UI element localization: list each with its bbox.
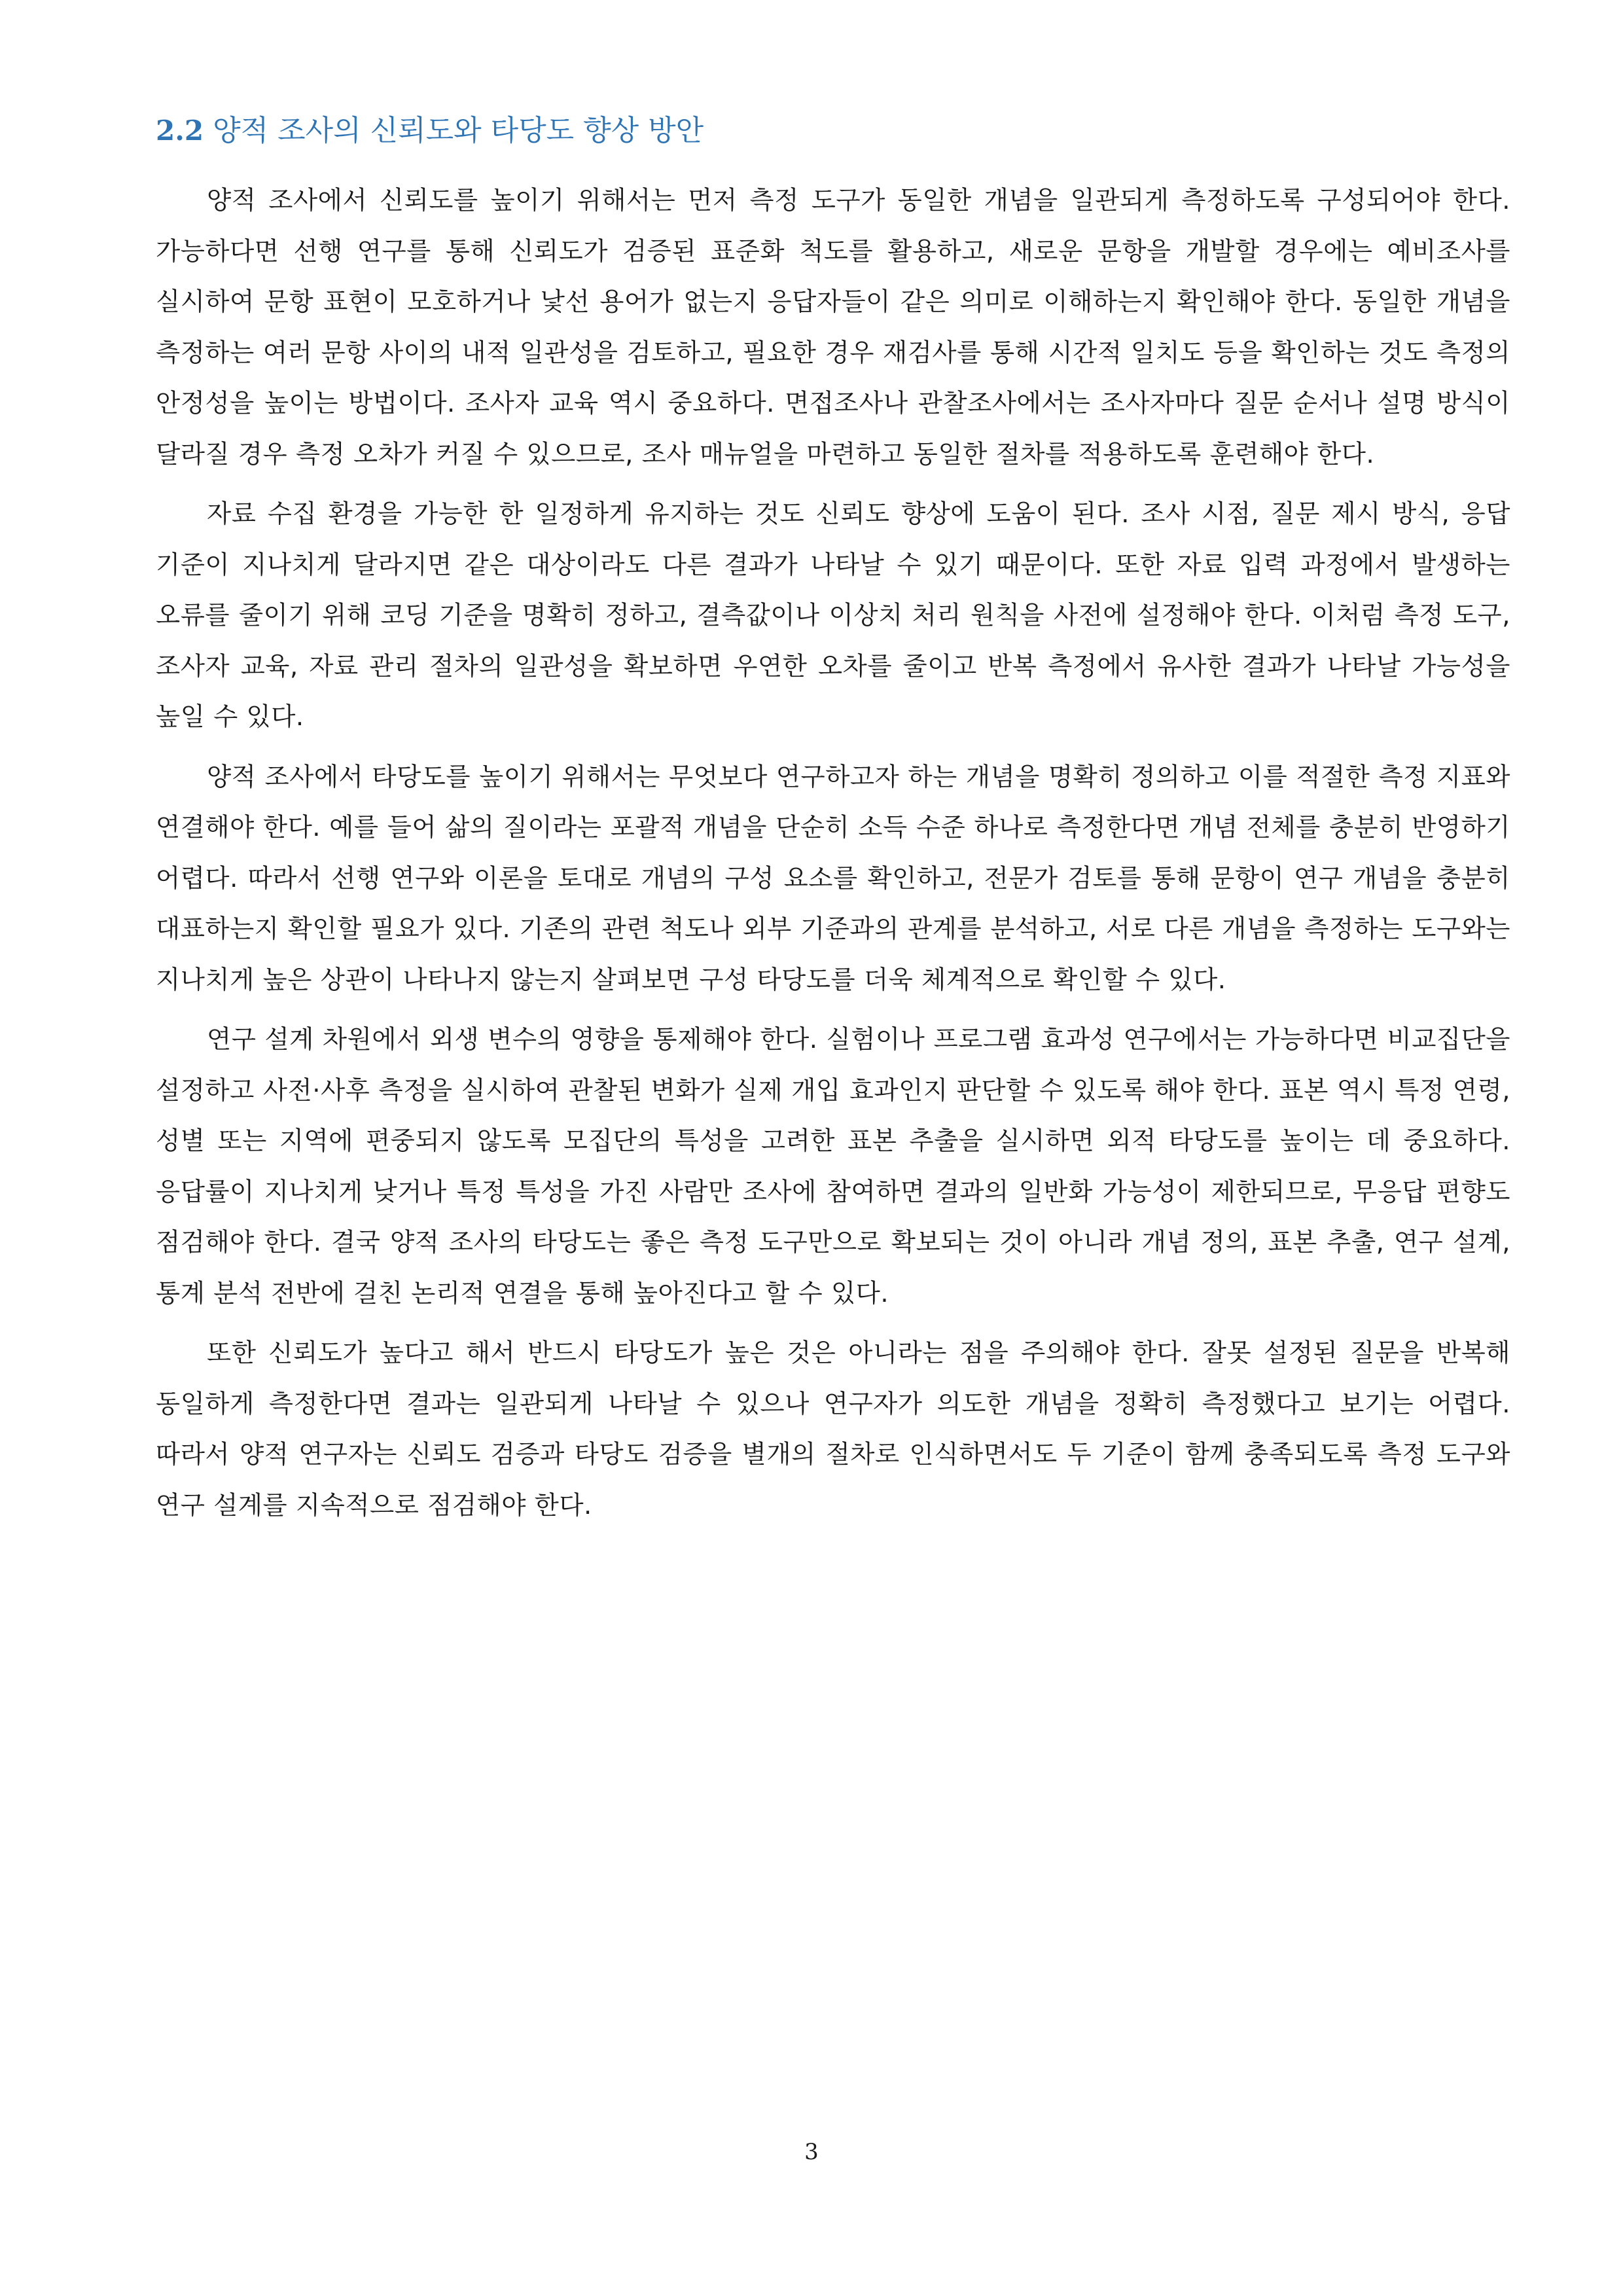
section-heading <box>156 110 1510 152</box>
page-content <box>156 110 1510 1540</box>
body-paragraph: 양적 조사에서 신뢰도를 높이기 위해서는 먼저 측정 도구가 동일한 개념을 일관되게 측정하도록 구성되어야 한다. 가능하다면 선행 연구를 통해 신뢰도가 검증된 표준화 척도를 활용하고, 새로운 문항을 개발할 경우에는 예비조사를 실시하여 문항 표현이 모호하거나 낯선 용어가 없는지 응답자들이 같은 의미로 이해하는지 확인해야 한다. 동일한 개념을 측정하는 여러 문항 사이의 내적 일관성을 검토하고, 필요한 경우 재검사를 통해 시간적 일치도 등을 확인하는 것도 측정의 안정성을 높이는 방법이다. 조사자 교육 역시 중요하다. 면접조사나 관찰조사에서는 조사자마다 질문 순서나 설명 방식이 달라질 경우 측정 오차가 커질 수 있으므로, 조사 매뉴얼을 마련하고 동일한 절차를 적용하도록 훈련해야 한다. <box>156 186 1510 469</box>
section-title: 양적 조사의 신뢰도와 타당도 향상 방안 <box>213 114 704 147</box>
body-paragraph: 자료 수집 환경을 가능한 한 일정하게 유지하는 것도 신뢰도 향상에 도움이 된다. 조사 시점, 질문 제시 방식, 응답 기준이 지나치게 달라지면 같은 대상이라도 다른 결과가 나타날 수 있기 때문이다. 또한 자료 입력 과정에서 발생하는 오류를 줄이기 위해 코딩 기준을 명확히 정하고, 결측값이나 이상치 처리 원칙을 사전에 설정해야 한다. 이처럼 측정 도구, 조사자 교육, 자료 관리 절차의 일관성을 확보하면 우연한 오차를 줄이고 반복 측정에서 유사한 결과가 나타날 가능성을 높일 수 있다. <box>156 499 1510 732</box>
body-paragraph: 또한 신뢰도가 높다고 해서 반드시 타당도가 높은 것은 아니라는 점을 주의해야 한다. 잘못 설정된 질문을 반복해 동일하게 측정한다면 결과는 일관되게 나타날 수 있으나 연구자가 의도한 개념을 정확히 측정했다고 보기는 어렵다. 따라서 양적 연구자는 신뢰도 검증과 타당도 검증을 별개의 절차로 인식하면서도 두 기준이 함께 충족되도록 측정 도구와 연구 설계를 지속적으로 점검해야 한다. <box>156 1338 1510 1520</box>
body-paragraph: 양적 조사에서 타당도를 높이기 위해서는 무엇보다 연구하고자 하는 개념을 명확히 정의하고 이를 적절한 측정 지표와 연결해야 한다. 예를 들어 삶의 질이라는 포괄적 개념을 단순히 소득 수준 하나로 측정한다면 개념 전체를 충분히 반영하기 어렵다. 따라서 선행 연구와 이론을 토대로 개념의 구성 요소를 확인하고, 전문가 검토를 통해 문항이 연구 개념을 충분히 대표하는지 확인할 필요가 있다. 기존의 관련 척도나 외부 기준과의 관계를 분석하고, 서로 다른 개념을 측정하는 도구와는 지나치게 높은 상관이 나타나지 않는지 살펴보면 구성 타당도를 더욱 체계적으로 확인할 수 있다. <box>156 762 1510 995</box>
body-paragraph: 연구 설계 차원에서 외생 변수의 영향을 통제해야 한다. 실험이나 프로그램 효과성 연구에서는 가능하다면 비교집단을 설정하고 사전·사후 측정을 실시하여 관찰된 변화가 실제 개입 효과인지 판단할 수 있도록 해야 한다. 표본 역시 특정 연령, 성별 또는 지역에 편중되지 않도록 모집단의 특성을 고려한 표본 추출을 실시하면 외적 타당도를 높이는 데 중요하다. 응답률이 지나치게 낮거나 특정 특성을 가진 사람만 조사에 참여하면 결과의 일반화 가능성이 제한되므로, 무응답 편향도 점검해야 한다. 결국 양적 조사의 타당도는 좋은 측정 도구만으로 확보되는 것이 아니라 개념 정의, 표본 추출, 연구 설계, 통계 분석 전반에 걸친 논리적 연결을 통해 높아진다고 할 수 있다. <box>156 1025 1510 1308</box>
section-number: 2.2 <box>156 115 204 147</box>
page-number: 3 <box>804 2139 819 2165</box>
